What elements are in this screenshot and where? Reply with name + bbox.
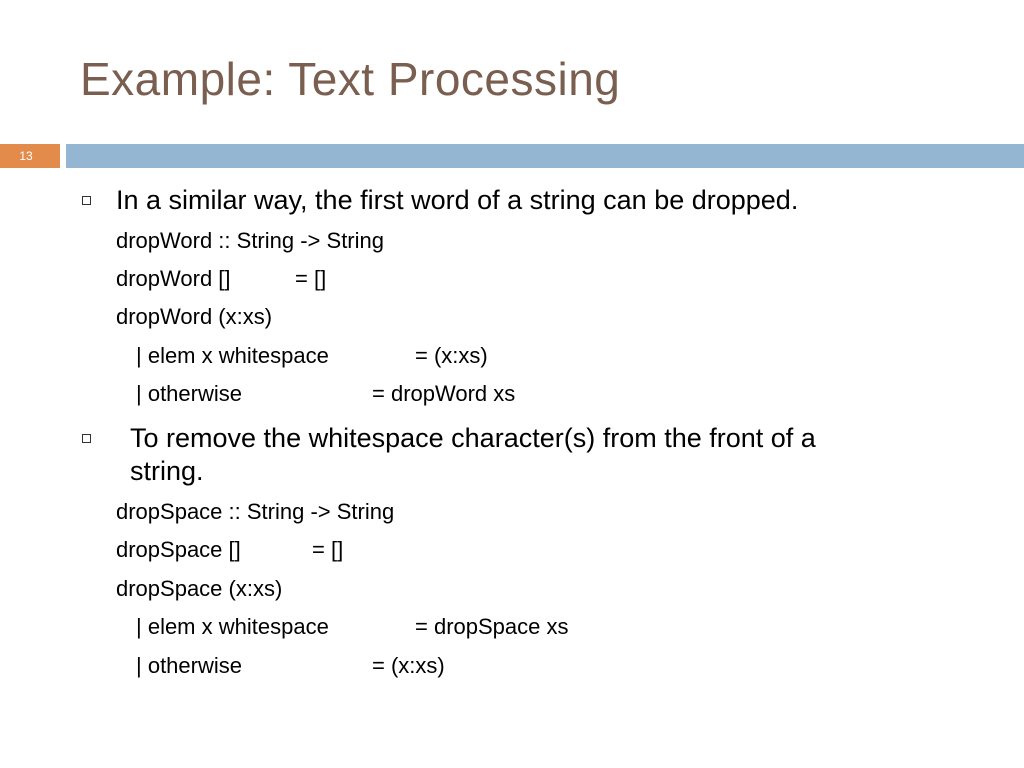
bullet-2-text-line-1: To remove the whitespace character(s) from the front of a: [130, 423, 816, 453]
slide-number: 13: [19, 149, 33, 163]
code-rhs: = []: [312, 537, 344, 562]
square-bullet-icon: [82, 196, 91, 205]
code-line-signature: dropSpace :: String -> String: [116, 499, 395, 524]
code-lhs: | elem x whitespace: [136, 614, 329, 639]
code-lhs: dropSpace []: [116, 537, 241, 562]
code-line-recursive-case: dropSpace (x:xs): [116, 576, 283, 601]
code-lhs: | otherwise: [136, 653, 242, 678]
code-lhs: | otherwise: [136, 381, 242, 406]
slide-title: Example: Text Processing: [80, 53, 621, 105]
bullet-1-text: In a similar way, the first word of a string can be dropped.: [116, 185, 799, 215]
code-line-guard-2: [136, 381, 516, 407]
code-line-guard-1: [136, 343, 488, 369]
code-lhs: | elem x whitespace: [136, 343, 329, 368]
accent-bar: [66, 144, 1024, 168]
code-rhs: = []: [295, 266, 327, 291]
code-lhs: dropWord []: [116, 266, 231, 291]
slide-number-box: [0, 144, 60, 168]
code-rhs: = dropWord xs: [372, 381, 516, 406]
code-line-recursive-case: dropWord (x:xs): [116, 304, 273, 329]
code-line-signature: dropWord :: String -> String: [116, 228, 384, 253]
code-line-guard-2: [136, 653, 445, 679]
code-rhs: = dropSpace xs: [415, 614, 569, 639]
code-rhs: = (x:xs): [415, 343, 488, 368]
code-line-guard-1: [136, 614, 569, 640]
code-line-base-case: [116, 266, 327, 292]
code-rhs: = (x:xs): [372, 653, 445, 678]
square-bullet-icon: [82, 434, 91, 443]
bullet-2-text-line-2: string.: [130, 456, 204, 486]
code-line-base-case: [116, 537, 344, 563]
